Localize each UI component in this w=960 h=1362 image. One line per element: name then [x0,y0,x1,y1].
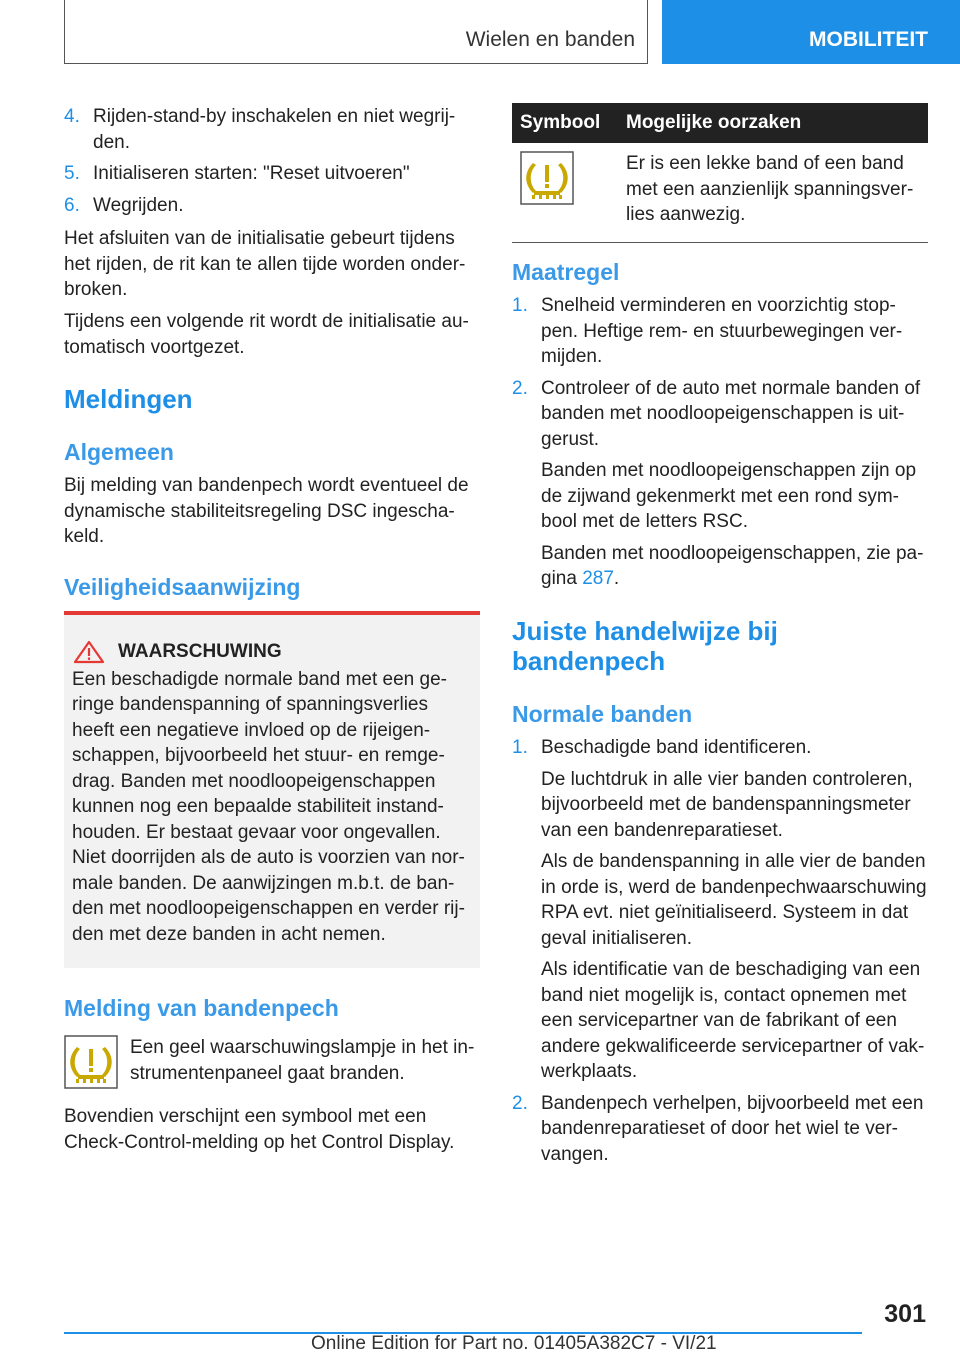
step-subtext: Banden met noodloopeigenschappen zijn op de zijwand gekenmerkt met een rond sym-bool met de letters RSC. [541,460,917,532]
step-subtext: De luchtdruk in alle vier banden controleren, bijvoorbeeld met de bandenspanningsmeter van een bandenreparatieset. [541,768,913,841]
causes-cell: Er is een lekke band of een band met een aanzienlijk spanningsver-lies aanwezig. [618,143,928,242]
heading-veiligheidsaanwijzing: Veiligheidsaanwijzing [64,574,301,600]
page-reference-link[interactable]: 287 [582,568,614,589]
step-number: 2. [512,1092,528,1114]
step-subtext: Als identificatie van de beschadiging van een band niet mogelijk is, contact opnemen met een servicepartner van de fabrikant of een andere gekwalificeerde servicepartner of vak-werkplaats. [541,959,925,1082]
step-text: Initialiseren starten: "Reset uitvoeren" [93,163,410,184]
check-control-paragraph: Bovendien verschijnt een symbool met een Check-Control-melding op het Control Display. [64,1106,455,1153]
warning-title: WAARSCHUWING [118,641,282,662]
step-item [64,193,480,219]
step-text: Wegrijden. [93,194,184,216]
algemeen-paragraph: Bij melding van bandenpech wordt eventueel de dynamische stabiliteitsregeling DSC ingescha-keld. [64,475,469,547]
heading-juiste-handelwijze: Juiste handelwijze bij bandenpech [512,616,778,676]
step-number: 2. [512,377,528,399]
table-row [512,143,928,242]
step-number: 1. [512,295,528,316]
step-item [512,735,928,1085]
step-text: Rijden-stand-by inschakelen en niet wegrij-den. [93,106,456,153]
column-header-symbol: Symbool [512,103,618,143]
heading-maatregel: Maatregel [512,259,620,285]
step-item [64,161,480,187]
step-number: 1. [512,737,528,758]
heading-melding-van-bandenpech: Melding van bandenpech [64,995,339,1021]
reference-text: Banden met noodloopeigenschappen, zie pa-gina [541,542,924,589]
step-item [512,1091,928,1168]
normale-banden-steps [512,735,928,1173]
warning-triangle-icon [72,640,106,664]
continuation-paragraph: Tijdens een volgende rit wordt de initialisatie au-tomatisch voortgezet. [64,311,469,358]
table-header-row [512,103,928,143]
column-header-causes: Mogelijke oorzaken [618,103,928,143]
step-subtext: Als de bandenspanning in alle vier de banden in orde is, werd de bandenpechwaarschuwing RPA evt. niet geïnitialiseerd. Systeem in dat geval initialiseren. [541,851,927,949]
section-title: Wielen en banden [465,28,635,51]
initialisation-paragraph: Het afsluiten van de initialisatie gebeurt tijdens het rijden, de rit kan te allen tijde worden onder-broken. [64,228,466,300]
tire-pressure-warning-icon [520,151,574,205]
heading-meldingen: Meldingen [64,384,193,414]
warning-box [64,611,480,968]
step-number: 5. [64,163,80,184]
symbol-table [512,103,928,243]
chapter-title: MOBILITEIT [809,28,928,51]
step-reference [541,541,928,592]
reference-end: . [613,568,620,589]
step-text: Controleer of de auto met normale banden of banden met noodloopeigenschappen is uit-gerust. [541,377,921,450]
chapter-tab [662,0,960,64]
steps-list-continued [64,104,480,224]
tire-warning-text: Een geel waarschuwingslampje in het in-strumentenpaneel gaat branden. [130,1037,475,1084]
warning-header [72,639,472,665]
symbol-cell [512,143,618,242]
step-text: Snelheid verminderen en voorzichtig stop-pen. Heftige rem- en stuurbewegingen ver-mijden. [541,295,903,367]
warning-text: Een beschadigde normale band met een ge-ringe bandenspanning of spanningsverlies heeft een negatieve invloed op de rijeigen-schappen, bijvoorbeeld het stuur- en remge-drag. Banden met noodloopeigenschappen kunnen nog een bepaalde stabiliteit instand-houden. Er bestaat gevaar voor ongevallen. Niet doorrijden als de auto is voorzien van nor-male banden. De aanwijzingen m.b.t. de ban-den met noodloopeigenschappen en verder rij-den met deze banden in acht nemen. [72,668,465,945]
step-number: 4. [64,106,80,127]
maatregel-steps [512,293,928,598]
step-number: 6. [64,194,80,216]
step-text: Beschadigde band identificeren. [541,737,812,758]
tire-pressure-warning-icon [64,1035,118,1089]
tire-warning-notice [64,1035,480,1089]
page-number: 301 [884,1300,926,1328]
step-text: Bandenpech verhelpen, bijvoorbeeld met een bandenreparatieset of door het wiel te ver-vangen. [541,1092,924,1165]
step-item [64,104,480,155]
footer-edition: Online Edition for Part no. 01405A382C7 - VI/21 [311,1333,717,1354]
header-frame [64,0,648,64]
heading-normale-banden: Normale banden [512,701,693,727]
step-item [512,293,928,370]
heading-algemeen: Algemeen [64,439,174,465]
step-item [512,376,928,592]
